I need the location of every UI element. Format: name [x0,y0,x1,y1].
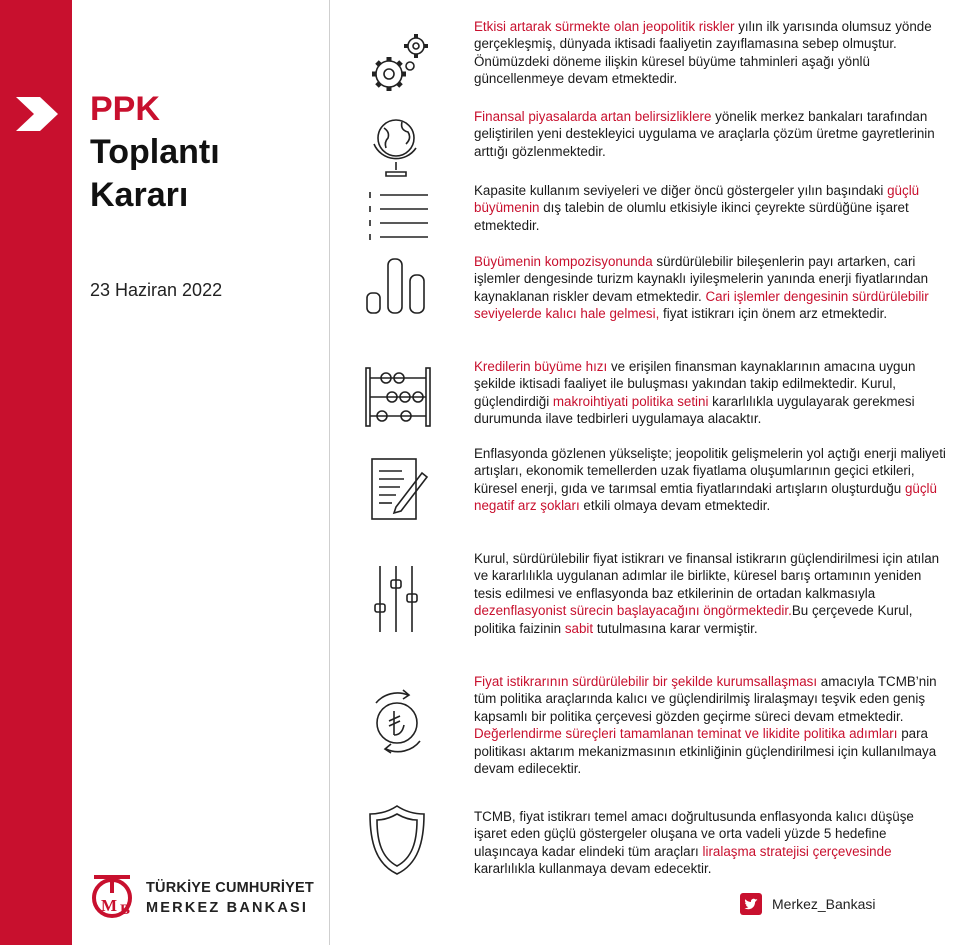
decision-text-5 [474,358,950,428]
body-text: Enflasyonda gözlenen yükselişte; jeopolitik gelişmelerin yol açtığı enerji maliyeti artışları, ekonomik temellerden uzak fiyatlama oluşumlarının geçici etkileri, küresel enerji, gıda ve tarımsal emtia fiyatlarındaki artışların oluşturduğu [474,446,946,496]
body-text: Bu çerçevede Kurul, politika faizinin [474,603,913,636]
body-text: tutulmasına karar vermiştir. [593,620,758,636]
page-title [90,88,220,217]
highlighted-phrase: Değerlendirme süreçleri tamamlanan teminat ve likidite politika adımları [474,726,898,742]
decision-text-8 [474,673,950,777]
body-text: Kurul, sürdürülebilir fiyat istikrarı ve finansal istikrarın güçlendirilmesi için atılan ve kararlılıkla uygulanan adımlar ile birlikte, küresel barış ortamının yeniden tesis edilmesi ve enflasyonda baz etkilerinin de ortadan kalkmasıyla [474,551,940,601]
highlighted-phrase: liralaşma stratejisi çerçevesinde [702,843,892,859]
gears-icon [356,24,438,106]
logo-text-line-2: MERKEZ BANKASI [146,900,309,916]
body-text: kararlılıkla kullanmaya devam edecektir. [474,861,712,877]
highlighted-phrase: Etkisi artarak sürmekte olan jeopolitik riskler [474,19,735,34]
abacus-icon [356,356,438,438]
highlighted-phrase: Fiyat istikrarının sürdürülebilir bir şekilde kurumsallaşması [474,674,818,689]
list-icon [356,172,438,254]
highlighted-phrase: güçlü büyümenin [474,183,920,216]
highlighted-phrase: Kredilerin büyüme hızı [474,359,608,374]
highlighted-phrase: güçlü negatif arz şokları [474,480,937,514]
highlighted-phrase: Finansal piyasalarda artan belirsizliklere [474,109,712,124]
svg-text:M: M [101,896,118,915]
body-text: yılın ilk yarısında olumsuz yönde gerçekleşmiş, dünyada iktisadi faaliyetin zayıflamasına sebep olmuştur. Önümüzdeki döneme ilişkin küresel büyüme tahminleri aşağı yönlü güncellenmeye devam etmektedir. [474,19,932,87]
highlighted-phrase: dezenflasyonist sürecin başlayacağını öngörmektedir. [474,603,792,619]
shield-icon [356,800,438,882]
body-text: sürdürülebilir bileşenlerin payı artarken, cari işlemler dengesinde turizm kaynaklı iyileşmelerin yanında enerji fiyatlarından kaynaklanan riskler devam etmektedir. [474,254,929,304]
decision-text-2 [474,108,950,160]
title-line-2: Toplantı [90,133,220,171]
svg-text:B: B [120,902,131,918]
highlighted-phrase: Cari işlemler dengesinin sürdürülebilir seviyelerde kalıcı hale gelmesi, [474,288,929,322]
body-text: fiyat istikrarı için önem arz etmektedir. [659,306,888,322]
twitter-icon[interactable] [740,893,762,915]
chevron-right-icon [16,97,58,131]
decision-text-9 [474,808,950,878]
highlighted-phrase: makroihtiyati politika setini [552,393,709,409]
decision-text-6 [474,445,950,515]
red-side-band [0,0,72,945]
decision-text-7 [474,550,950,637]
title-line-1: PPK [90,90,160,128]
decision-text-3 [474,182,950,234]
cbrt-logo [88,870,318,926]
body-text: para politikası aktarım mekanizmasının etkinliğinin güçlendirilmesi için kullanılmaya devam edilecektir. [474,726,937,777]
sliders-icon [356,560,438,642]
logo-text-line-1: TÜRKİYE CUMHURİYET [146,880,314,896]
decision-text-1 [474,18,950,88]
bar-chart-icon [356,251,438,333]
body-text: TCMB, fiyat istikrarı temel amacı doğrultusunda enflasyonda kalıcı düşüşe işaret eden güçlü göstergeler oluşana ve orta vadeli yüzde 5 hedefine ulaşıncaya kadar elindeki tüm araçları [474,809,914,859]
body-text: Kapasite kullanım seviyeleri ve diğer öncü göstergeler yılın başındaki [474,183,888,198]
body-text: yönelik merkez bankaları tarafından geliştirilen yeni destekleyici uygulama ve araçlarla çözüm üretme gayretlerinin arttığı gözlenmektedir. [474,109,935,159]
body-text: dış talebin de olumlu etkisiyle ikinci çeyrekte sürdüğüne işaret etmektedir. [474,200,909,233]
lira-cycle-icon [356,681,438,763]
body-text: ve erişilen finansman kaynaklarının amacına uygun şekilde iktisadi faaliyet ile buluşması yakından takip edilmektedir. Kurul, güçlendirdiği [474,359,916,409]
document-pen-icon [356,449,438,531]
title-line-3: Kararı [90,176,189,214]
body-text: etkili olmaya devam etmektedir. [579,498,771,514]
highlighted-phrase: Büyümenin kompozisyonunda [474,254,653,269]
highlighted-phrase: sabit [564,620,594,636]
meeting-date: 23 Haziran 2022 [90,280,223,300]
body-text: amacıyla TCMB’nin tüm politika araçlarında kalıcı ve güçlendirilmiş liralaşmayı teşvik eden geniş kapsamlı bir politika çerçevesi gözden geçirme süreci devam etmektedir. [474,674,937,724]
twitter-handle[interactable]: Merkez_Bankasi [772,896,876,912]
cbrt-emblem-icon [88,870,140,922]
body-text: kararlılıkla uygulayarak gerekmesi durumunda ilave tedbirleri uygulamaya alacaktır. [474,393,915,427]
decision-text-4 [474,253,950,323]
left-panel [72,0,330,945]
